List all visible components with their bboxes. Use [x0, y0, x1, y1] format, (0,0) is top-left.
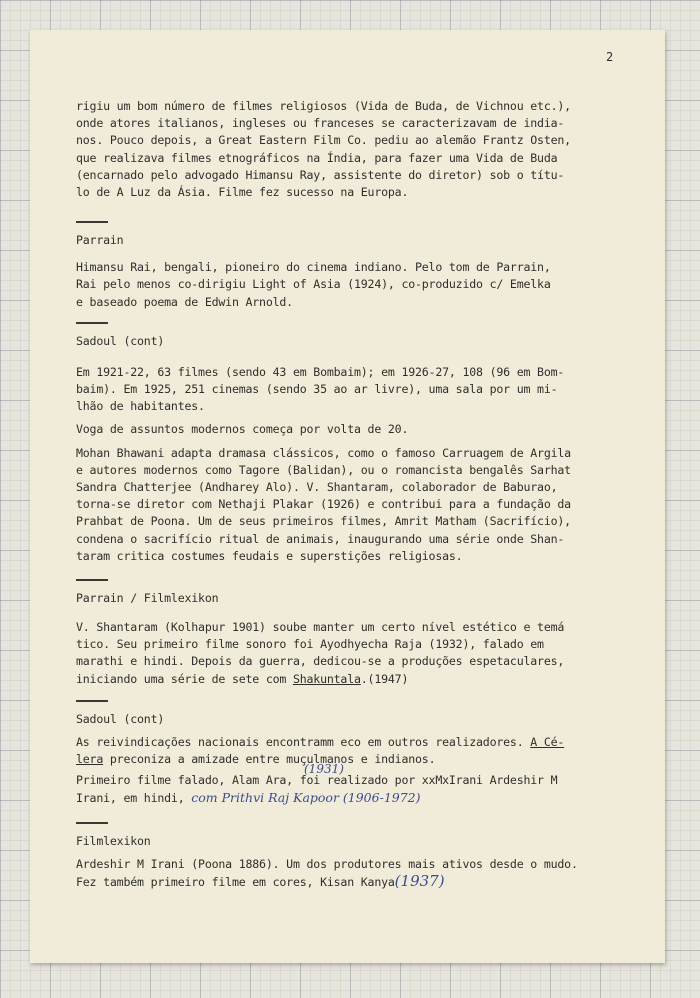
section-divider [76, 322, 108, 324]
text-line: tico. Seu primeiro filme sonoro foi Ayodhyecha Raja (1932), falado em [76, 637, 544, 652]
section-parrain-filmlexikon [76, 590, 636, 688]
text-fragment: .(1947) [360, 671, 409, 686]
section-heading: Parrain [76, 233, 124, 248]
text-line [76, 789, 636, 807]
section-divider [76, 822, 108, 824]
section-filmlexikon [76, 833, 636, 891]
underlined-title: lera [76, 752, 104, 767]
handwritten-note: com Prithvi Raj Kapoor (1906-1972) [191, 790, 421, 806]
page-number: 2 [605, 50, 613, 64]
section-heading: Parrain / Filmlexikon [76, 591, 219, 606]
text-line [76, 762, 636, 789]
text-line: condena o sacrifício ritual de animais, inaugurando uma série onde Shan- [76, 531, 565, 546]
section-heading: Filmlexikon [76, 833, 151, 848]
page-content [76, 98, 636, 891]
text-line: Voga de assuntos modernos começa por volta de 20. [76, 422, 409, 437]
section-divider [76, 221, 108, 223]
underlined-title: A Cé- [530, 734, 565, 749]
text-line: Rai pelo menos co-dirigiu Light of Asia (1924), co-produzido c/ Emelka [76, 277, 551, 292]
section-divider [76, 579, 108, 581]
handwritten-year: (1931) [304, 762, 344, 777]
text-line [76, 873, 636, 891]
text-line: marathi e hindi. Depois da guerra, dedicou-se a produções espetaculares, [76, 654, 565, 669]
text-line: Himansu Rai, bengali, pioneiro do cinema indiano. Pelo tom de Parrain, [76, 260, 551, 275]
text-line: nos. Pouco depois, a Great Eastern Film Co. pediu ao alemão Frantz Osten, [76, 133, 571, 148]
text-line: Em 1921-22, 63 filmes (sendo 43 em Bombaim); em 1926-27, 108 (96 em Bom- [76, 364, 565, 379]
text-line: Mohan Bhawani adapta dramasa clássicos, como o famoso Carruagem de Argila [76, 445, 571, 460]
text-line: e autores modernos como Tagore (Balidan), ou o romancista bengalês Sarhat [76, 462, 571, 477]
text-fragment: Irani, em hindi, [76, 791, 185, 806]
section-sadoul [76, 333, 636, 565]
text-line: baim). Em 1925, 251 cinemas (sendo 35 ao ar livre), uma sala por um mi- [76, 382, 558, 397]
text-line: Prahbat de Poona. Um de seus primeiros filmes, Amrit Matham (Sacrifício), [76, 514, 571, 529]
text-line: rigiu um bom número de filmes religiosos (Vida de Buda, de Vichnou etc.), [76, 99, 571, 113]
text-fragment: Primeiro filme falado, Alam Ara, foi realizado por xxMxIrani Ardeshir M [76, 773, 558, 788]
text-fragment: iniciando uma série de sete com [76, 671, 293, 686]
text-fragment: preconiza a amizade entre muçulmanos e indianos. [103, 752, 436, 767]
text-line: lo de A Luz da Ásia. Filme fez sucesso na Europa. [76, 185, 409, 200]
text-line: e baseado poema de Edwin Arnold. [76, 294, 293, 309]
typewritten-page [30, 30, 665, 963]
text-line [76, 751, 636, 768]
text-line: onde atores italianos, ingleses ou franceses se caracterizavam de india- [76, 116, 565, 131]
text-line: V. Shantaram (Kolhapur 1901) soube manter um certo nível estético e temá [76, 620, 565, 635]
text-line [76, 734, 636, 751]
text-line: Ardeshir M Irani (Poona 1886). Um dos produtores mais ativos desde o mudo. [76, 856, 578, 871]
section-divider [76, 700, 108, 702]
text-fragment: As reivindicações nacionais encontramm eco em outros realizadores. [76, 734, 531, 749]
text-line: (encarnado pelo advogado Himansu Ray, assistente do diretor) sob o títu- [76, 167, 565, 182]
text-line: Sandra Chatterjee (Andharey Alo). V. Shantaram, colaborador de Baburao, [76, 480, 558, 495]
text-fragment: Fez também primeiro filme em cores, Kisan Kanya [76, 874, 395, 889]
section-heading: Sadoul (cont) [76, 333, 165, 348]
handwritten-year: (1937) [394, 871, 445, 890]
section-heading: Sadoul (cont) [76, 711, 165, 726]
text-line: taram critica costumes feudais e superstições religiosas. [76, 548, 463, 563]
text-line: que realizava filmes etnográficos na Índia, para fazer uma Vida de Buda [76, 150, 558, 165]
intro-paragraph [76, 98, 636, 201]
section-sadoul-2 [76, 711, 636, 808]
underlined-title: Shakuntala [292, 671, 361, 686]
text-line: lhão de habitantes. [76, 399, 205, 414]
text-line [76, 671, 636, 688]
text-line: torna-se diretor com Nethaji Plakar (1926) e contribui para a fundação da [76, 497, 571, 512]
section-parrain [76, 232, 636, 311]
